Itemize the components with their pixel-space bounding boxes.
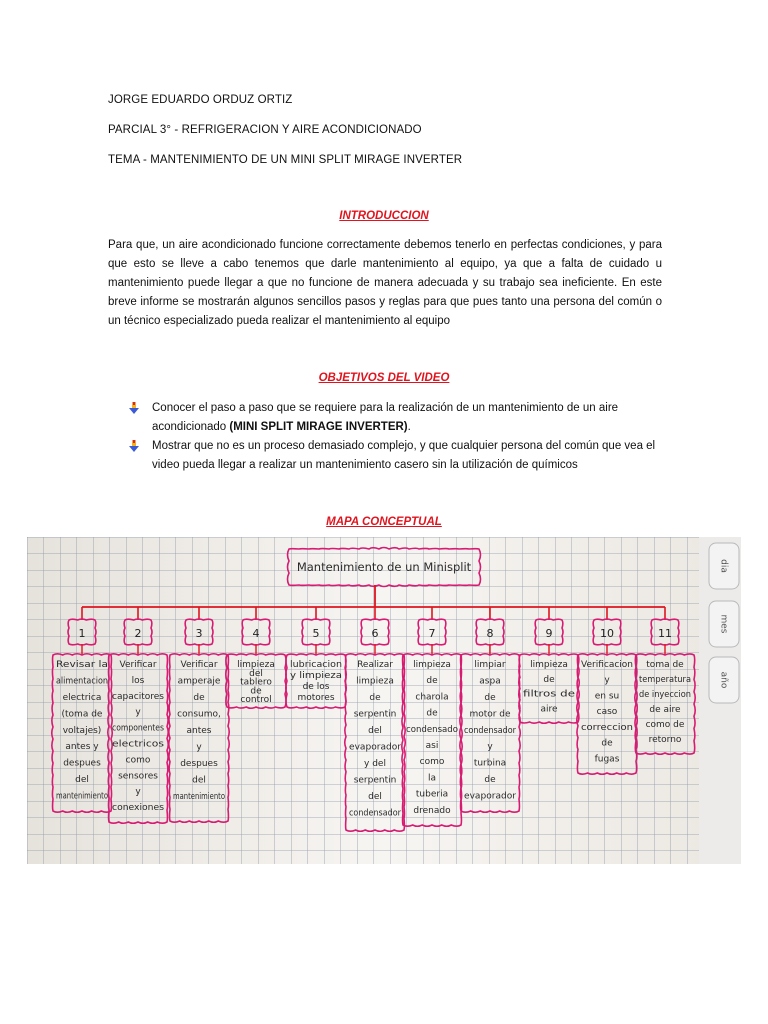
number-label: 8 — [486, 627, 494, 640]
node-text-line: charola — [415, 692, 449, 703]
node-text-line: lubricacion — [290, 660, 342, 670]
number-label: 2 — [134, 627, 142, 640]
node-text-line: Verificar — [180, 660, 218, 670]
node-text-line: evaporador — [464, 791, 517, 802]
number-label: 1 — [78, 627, 86, 640]
node-text-line: de — [369, 693, 381, 703]
node-text-line: como de — [645, 720, 685, 730]
node-text-line: retorno — [648, 735, 682, 745]
node-text-line: limpieza — [530, 660, 568, 670]
objective-item — [128, 437, 668, 475]
number-label: 6 — [371, 627, 379, 640]
side-tab-label: mes — [718, 614, 729, 634]
node-text-line: condensado — [406, 724, 459, 735]
node-text-line: Verificacion — [581, 660, 633, 670]
arrow-bullet-icon — [128, 402, 140, 414]
node-text-line: de — [426, 676, 438, 687]
node-text-line: electricos — [112, 739, 165, 750]
node-text-line: turbina — [473, 758, 507, 769]
node-text-line: los — [131, 675, 145, 686]
node-text-line: tuberia — [415, 789, 449, 800]
number-label: 9 — [545, 627, 553, 640]
node-text-line: condensador — [349, 808, 402, 819]
node-text-line: asi — [425, 741, 439, 751]
node-text-line: componentes — [112, 723, 165, 734]
node-text-line: motor de — [469, 709, 511, 720]
node-text-line: de — [250, 686, 262, 697]
node-text-line: la — [427, 773, 437, 784]
node-text-line: condensador — [464, 725, 517, 736]
node-text-line: antes — [186, 726, 212, 736]
node-text-line: evaporador — [349, 742, 402, 753]
node-text-line: de — [193, 693, 205, 703]
node-text-line: fugas — [594, 754, 620, 765]
node-text-line: despues — [63, 758, 101, 769]
node-text-line: correccion — [581, 722, 633, 733]
node-text-line: y del — [364, 759, 386, 769]
node-text-line: y — [135, 787, 141, 798]
number-label: 5 — [312, 627, 320, 640]
node-text-line: mantenimiento — [56, 791, 109, 802]
node-text-line: temperatura — [639, 675, 691, 685]
node-text-line: consumo, — [177, 709, 221, 720]
node-text-line: en su — [594, 691, 620, 702]
root-node-label: Mantenimiento de un Minisplit — [296, 560, 472, 574]
node-text-line: de — [484, 692, 496, 703]
node-text-line: (toma de — [61, 709, 103, 720]
objective-tail: . — [407, 421, 411, 433]
node-text-line: alimentacion — [56, 676, 108, 687]
node-text-line: amperaje — [177, 676, 221, 687]
side-tab-label: dia — [718, 559, 729, 573]
node-text-line: electrica — [62, 692, 102, 703]
node-text-line: Realizar — [357, 660, 393, 670]
calendar-tabs — [709, 543, 739, 703]
node-text-line: toma de — [646, 660, 684, 670]
arrow-bullet-icon — [128, 440, 140, 452]
objective-text: Mostrar que no es un proceso demasiado complejo, y que cualquier persona del común que vea el video pueda llegar a realizar un mantenimiento casero sin la utilización de químicos — [152, 440, 656, 471]
objectives-list — [128, 399, 668, 475]
node-text-line: de inyeccion — [639, 690, 691, 700]
node-text-line: como — [125, 755, 151, 766]
node-text-line: limpiar — [474, 660, 506, 670]
node-text-line: de — [601, 738, 613, 749]
side-tab-label: año — [718, 671, 729, 689]
node-text-line: y — [196, 742, 202, 753]
objective-bold: (MINI SPLIT MIRAGE INVERTER) — [229, 421, 408, 433]
node-text-line: drenado — [413, 805, 451, 816]
node-text-line: conexiones — [112, 803, 165, 814]
node-text-line: y — [487, 742, 493, 753]
node-text-line: despues — [180, 759, 218, 769]
intro-paragraph: Para que, un aire acondicionado funcione correctamente debemos tenerlo en perfectas condiciones, y para que esto se lleve a cabo tenemos que darle mantenimiento al equipo, ya que a falta de cuidado u mantenimiento puede llegar a que no funcione de manera adecuada y su trabajo sea ineficiente. En este breve informe se mostrarán algunos sencillos pasos y reglas para que pues tanto una persona del común o un técnico especializado pueda realizar el mantenimiento al equipo — [108, 239, 662, 327]
node-text-line: tablero — [240, 677, 272, 688]
number-label: 11 — [658, 627, 672, 640]
intro-heading: INTRODUCCION — [339, 210, 429, 222]
topic-line: TEMA - MANTENIMIENTO DE UN MINI SPLIT MIRAGE INVERTER — [108, 154, 463, 166]
objective-item — [128, 399, 668, 437]
node-text-line: antes y — [65, 742, 99, 753]
node-text-line: filtros de — [523, 689, 576, 700]
concept-map-photo — [27, 537, 741, 864]
node-text-line: voltajes) — [62, 725, 102, 736]
author-line: JORGE EDUARDO ORDUZ ORTIZ — [108, 94, 293, 106]
node-text-line: como — [419, 757, 445, 768]
node-text-line: del — [368, 792, 382, 802]
objective-text: Conocer el paso a paso que se requiere para la realización de un mantenimiento de un aire acondicionado — [152, 402, 619, 433]
node-text-line: Verificar — [119, 660, 157, 670]
node-text-line: caso — [596, 707, 618, 718]
node-text-line: de — [543, 674, 555, 685]
course-line: PARCIAL 3° - REFRIGERACION Y AIRE ACONDICIONADO — [108, 124, 422, 136]
node-text-line: capacitores — [112, 691, 165, 702]
node-text-line: del — [249, 668, 263, 679]
number-label: 4 — [252, 627, 260, 640]
node-text-line: de — [426, 708, 438, 719]
node-text-line: serpentin — [353, 775, 397, 786]
number-label: 3 — [195, 627, 203, 640]
node-text-line: limpieza — [356, 676, 394, 687]
node-text-line: y limpieza — [290, 671, 342, 681]
node-text-line: Revisar la — [56, 660, 108, 670]
number-label: 10 — [600, 627, 614, 640]
node-text-line: motores — [297, 693, 335, 703]
node-text-line: limpieza — [237, 660, 275, 670]
number-label: 7 — [428, 627, 436, 640]
node-text-line: serpentin — [353, 709, 397, 720]
node-text-line: control — [240, 695, 272, 706]
node-text-line: de los — [302, 682, 330, 692]
node-text-line: y — [604, 675, 610, 686]
node-text-line: del — [368, 726, 382, 736]
node-text-line: del — [192, 775, 206, 786]
node-text-line: del — [75, 775, 89, 786]
node-text-line: de — [484, 775, 496, 786]
node-text-line: de aire — [649, 705, 681, 715]
node-text-line: aire — [540, 704, 558, 715]
map-heading: MAPA CONCEPTUAL — [326, 516, 442, 528]
objectives-heading: OBJETIVOS DEL VIDEO — [318, 372, 450, 384]
node-text-line: limpieza — [413, 660, 451, 670]
node-text-line: sensores — [118, 771, 158, 782]
node-text-line: aspa — [479, 676, 501, 687]
node-text-line: y — [135, 707, 141, 718]
node-text-line: mantenimiento — [173, 792, 226, 802]
